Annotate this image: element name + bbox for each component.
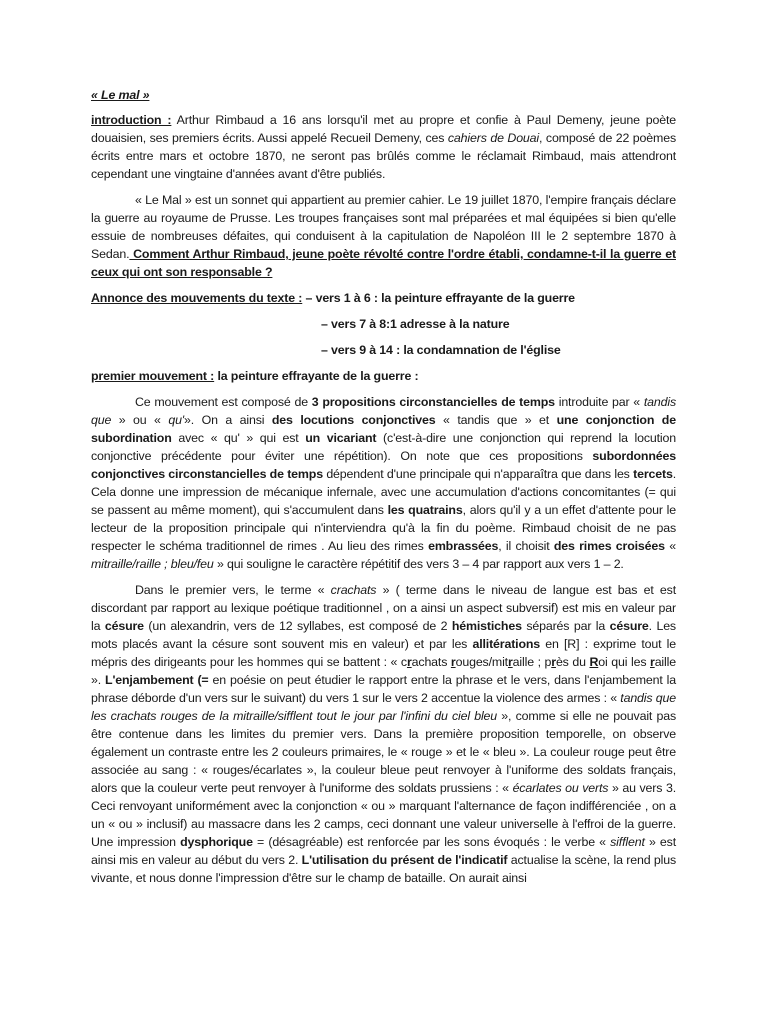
introduction-label: introduction : (91, 113, 172, 127)
text-run: . Cela donne une impression de mécanique infernale, avec une accumulation d'actions concomitantes (= qui se passent au même moment), qui s'accumulent dans (91, 467, 676, 517)
section-label: premier mouvement : (91, 369, 215, 383)
text-run: ouges/mit (455, 655, 508, 669)
text-run: R (589, 655, 599, 669)
text-run: mitraille/raille ; bleu/feu (91, 557, 214, 571)
document-body (91, 86, 676, 895)
text-run: L'utilisation du présent de l'indicatif (301, 853, 508, 867)
text-run: dépendent d'une principale qui n'apparaîtra que dans les (322, 467, 634, 481)
text-run: introduite par « (554, 395, 644, 409)
text-run: r (507, 655, 513, 669)
text-run: aille ». (91, 655, 676, 687)
text-run: » ou « (111, 413, 169, 427)
text-run: des locutions conjonctives (271, 413, 436, 427)
text-run: 3 propositions circonstancielles de temps (311, 395, 555, 409)
text-run: « (664, 539, 676, 553)
section-heading (91, 367, 676, 385)
text-run: . Les mots placés avant la césure sont souvent mis en valeur) et par les (91, 619, 676, 651)
problematic: Comment Arthur Rimbaud, jeune poète révolté contre l'ordre établi, condamne-t-il la guerre et ceux qui ont son responsable ? (91, 247, 676, 279)
text-run: en [R] : exprime tout le mépris des dirigeants pour les hommes qui se battent : « c (91, 637, 676, 669)
text-run: r (450, 655, 456, 669)
text-run: tandis que (91, 395, 676, 427)
section-title: la peinture effrayante de la guerre : (214, 369, 419, 383)
text-run: r (406, 655, 412, 669)
text-run: des rimes croisées (553, 539, 665, 553)
text-run: », comme si elle ne pouvait pas être contenue dans les limites du premier vers. Dans la première proposition temporelle, on observe également un contraste entre les 2 couleurs primaires, le « rouge » et le « bleu ». La couleur rouge peut être associée au sang : « rouges/écarlates », la couleur bleue peut renvoyer à l'uniforme des soldats français, alors que la couleur verte peut renvoyer à l'uniforme des soldats prussiens : « (91, 709, 676, 795)
text-run: « tandis que » et (435, 413, 557, 427)
text-run: achats (411, 655, 451, 669)
text-run: Ce mouvement est composé de (135, 395, 312, 409)
text-run: ». On a ainsi (184, 413, 272, 427)
movement-1: – vers 1 à 6 : la peinture effrayante de la guerre (302, 291, 575, 305)
text-run: écarlates ou verts (512, 781, 609, 795)
text-run: (un alexandrin, vers de 12 syllabes, est composé de 2 (143, 619, 452, 633)
movement-3: – vers 9 à 14 : la condamnation de l'église (321, 343, 561, 357)
text-run: aille ; p (512, 655, 552, 669)
analysis-paragraph-1 (91, 393, 676, 573)
document-title: « Le mal » (91, 88, 150, 102)
text-run: allitérations (472, 637, 541, 651)
intro-text: Arthur Rimbaud a 16 ans lorsqu'il met au propre et confie à Paul Demeny, jeune poète douaisien, ses premiers écrits. Aussi appelé Recueil Demeny, ces (91, 113, 677, 145)
context-text: « Le Mal » est un sonnet qui appartient au premier cahier. Le 19 juillet 1870, l'empire français déclare la guerre au royaume de Prusse. Les troupes françaises sont mal préparées et mal équipées si bien qu'elle essuie de nombreuses défaites, qui conduisent à la capitulation de Napoléon III le 2 septembre 1870 à Sedan. (91, 193, 676, 261)
text-run: (c'est-à-dire une conjonction qui reprend la locution conjonctive précédente pour éviter une répétition). On note que ces propositions (91, 431, 676, 463)
text-run: en poésie on peut étudier le rapport entre la phrase et le vers, dans l'enjambement la phrase déborde d'un vers sur le suivant) du vers 1 sur le vers 2 accentue la violence des armes : « (91, 673, 677, 705)
text-run: ès du (555, 655, 590, 669)
text-run: oi qui les (598, 655, 650, 669)
intro-book-title: cahiers de Douai (447, 131, 540, 145)
intro-text-end: , composé de 22 poèmes écrits entre mars et octobre 1870, ne seront pas brûlés comme le réclamait Rimbaud, mais attendront cependant une vingtaine d'années avant d'être publiés. (91, 131, 676, 181)
movement-2: – vers 7 à 8:1 adresse à la nature (321, 317, 510, 331)
text-run: , alors qu'il y a un effet d'attente pour le lecteur de la proposition principale qui n'interviendra qu'à la fin du poème. Rimbaud choisit de ne pas respecter le schéma traditionnel de rimes . Au lieu des rimes (91, 503, 676, 553)
text-run: actualise la scène, la rend plus vivante, et nous donne l'impression d'être sur le champ de bataille. On aurait ainsi (91, 853, 676, 885)
text-run: séparés par la (521, 619, 610, 633)
text-run: crachats (330, 583, 377, 597)
text-run: un vicariant (305, 431, 377, 445)
text-run: tandis que les crachats rouges de la mitraille/sifflent tout le jour par l'infini du ciel bleu (91, 691, 676, 723)
text-run: » est ainsi mis en valeur au début du vers 2. (91, 835, 676, 867)
text-run: » qui souligne le caractère répétitif des vers 3 – 4 par rapport aux vers 1 – 2. (213, 557, 624, 571)
text-run: sifflent (610, 835, 645, 849)
analysis-paragraph-2 (91, 581, 676, 887)
text-run: r (650, 655, 655, 669)
introduction-paragraph (91, 111, 676, 183)
text-run: avec « qu' » qui est (171, 431, 306, 445)
context-paragraph (91, 191, 676, 281)
text-run: Dans le premier vers, le terme « (135, 583, 331, 597)
text-run: les quatrains (387, 503, 463, 517)
text-run: césure (104, 619, 144, 633)
text-run: , il choisit (498, 539, 554, 553)
text-run: » au vers 3. Ceci renvoyant uniformément avec la conjonction « ou » marquant l'alternance de façon indifférenciée , on a un « ou » inclusif) au massacre dans les 2 camps, ceci donnant une valeur universelle à l'effroi de la guerre. Une impression (91, 781, 676, 849)
text-run: = (désagréable) est renforcée par les sons évoqués : le verbe « (252, 835, 611, 849)
annonce-line (91, 289, 676, 307)
text-run: embrassées (428, 539, 499, 553)
text-run: qu' (168, 413, 185, 427)
text-run: dysphorique (180, 835, 253, 849)
text-run: tercets (633, 467, 673, 481)
annonce-label: Annonce des mouvements du texte : (91, 291, 303, 305)
text-run: une conjonction de subordination (91, 413, 676, 445)
text-run: césure (609, 619, 649, 633)
text-run: hémistiches (451, 619, 522, 633)
text-run: L'enjambement (= (105, 673, 209, 687)
text-run: » ( terme dans le niveau de langue est bas et est discordant par rapport au lexique poétique traditionnel , on a ainsi un aspect subversif) est mis en valeur par la (91, 583, 676, 633)
text-run: subordonnées conjonctives circonstancielles de temps (91, 449, 676, 481)
text-run: r (551, 655, 556, 669)
